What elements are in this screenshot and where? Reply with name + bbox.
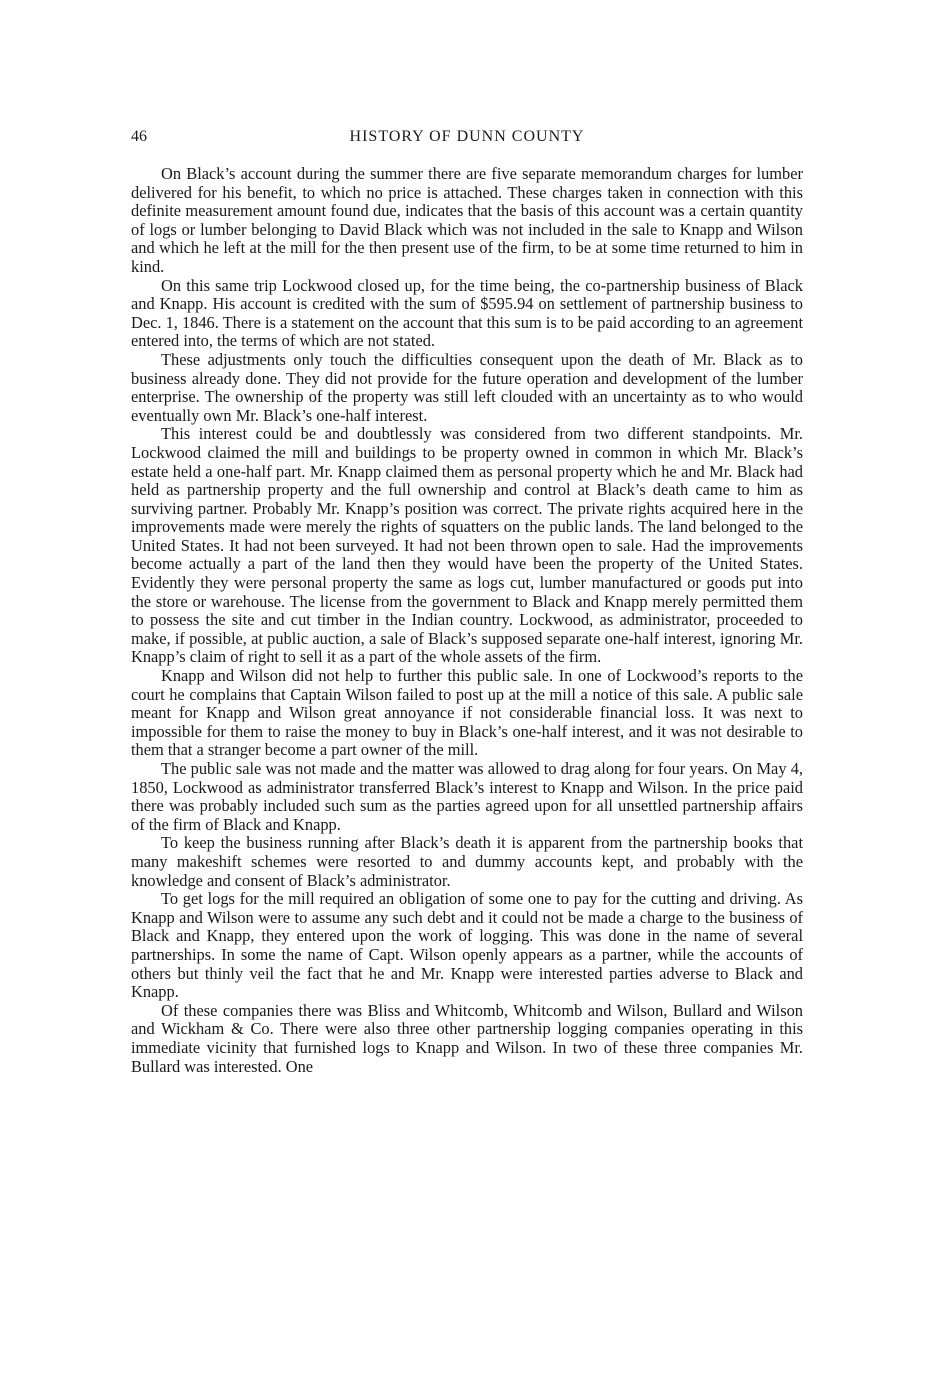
running-title: HISTORY OF DUNN COUNTY [349,128,585,145]
paragraph: To keep the business running after Black’s death it is apparent from the partnership books that many makeshift schemes were resorted to and dummy accounts kept, and probably with the knowledge and consent of Black’s administrator. [131,833,803,890]
paragraph: To get logs for the mill required an obligation of some one to pay for the cutting and driving. As Knapp and Wilson were to assume any such debt and it could not be made a charge to the business of Black and Knapp, they entered upon the work of logging. This was done in the name of several partnerships. In some the name of Capt. Wilson openly appears as a partner, while the accounts of others but thinly veil the fact that he and Mr. Knapp were interested parties adverse to Black and Knapp. [131,889,803,1002]
paragraph: Of these companies there was Bliss and Whitcomb, Whitcomb and Wilson, Bullard and Wilson and Wickham & Co. There were also three other partnership logging companies operating in this immediate vicinity that furnished logs to Knapp and Wilson. In two of these three companies Mr. Bullard was interested. One [131,1000,803,1076]
body-text [131,165,803,1076]
paragraph: Knapp and Wilson did not help to further this public sale. In one of Lockwood’s reports to the court he complains that Captain Wilson failed to post up at the mill a notice of this sale. A public sale meant for Knapp and Wilson great annoyance if not considerable financial loss. It was next to impossible for them to raise the money to buy in Black’s one-half interest, and it was not desirable to them that a stranger become a part owner of the mill. [131,666,803,760]
page-number: 46 [131,128,147,145]
page-header [131,126,803,148]
paragraph: On Black’s account during the summer there are five separate memorandum charges for lumber delivered for his benefit, to which no price is attached. These charges taken in connection with this definite measurement amount found due, indicates that the basis of this account was a certain quantity of logs or lumber belonging to David Black which was not included in the sale to Knapp and Wilson and which he left at the mill for the then present use of the firm, to be at some time returned to him in kind. [131,164,803,276]
paragraph: This interest could be and doubtlessly was considered from two different standpoints. Mr. Lockwood claimed the mill and buildings to be property owned in common in which Mr. Black’s estate held a one-half part. Mr. Knapp claimed them as personal property which he and Mr. Black had held as partnership property and the full ownership and control at Black’s death came to him as surviving partner. Probably Mr. Knapp’s position was correct. The private rights acquired here in the improvements made were merely the rights of squatters on the public lands. The land belonged to the United States. It had not been surveyed. It had not been thrown open to sale. Had the improvements become actually a part of the land then they would have been the property of the United States. Evidently they were personal property the same as logs cut, lumber manufactured or goods put into the store or warehouse. The license from the government to Black and Knapp merely permitted them to possess the site and cut timber in the Indian country. Lockwood, as administrator, proceeded to make, if possible, at public auction, a sale of Black’s supposed separate one-half interest, ignoring Mr. Knapp’s claim of right to sell it as a part of the whole assets of the firm. [131,424,803,667]
paragraph: On this same trip Lockwood closed up, for the time being, the co-partnership business of Black and Knapp. His account is credited with the sum of $595.94 on settlement of partnership business to Dec. 1, 1846. There is a statement on the account that this sum is to be paid according to an agreement entered into, the terms of which are not stated. [131,275,803,351]
paragraph: These adjustments only touch the difficulties consequent upon the death of Mr. Black as to business already done. They did not provide for the future operation and development of the lumber enterprise. The ownership of the property was still left clouded with an uncertainty as to who would eventually own Mr. Black’s one-half interest. [131,349,803,425]
paragraph: The public sale was not made and the matter was allowed to drag along for four years. On May 4, 1850, Lockwood as administrator transferred Black’s interest to Knapp and Wilson. In the price paid there was probably included such sum as the parties agreed upon for all unsettled partnership affairs of the firm of Black and Knapp. [131,759,803,834]
